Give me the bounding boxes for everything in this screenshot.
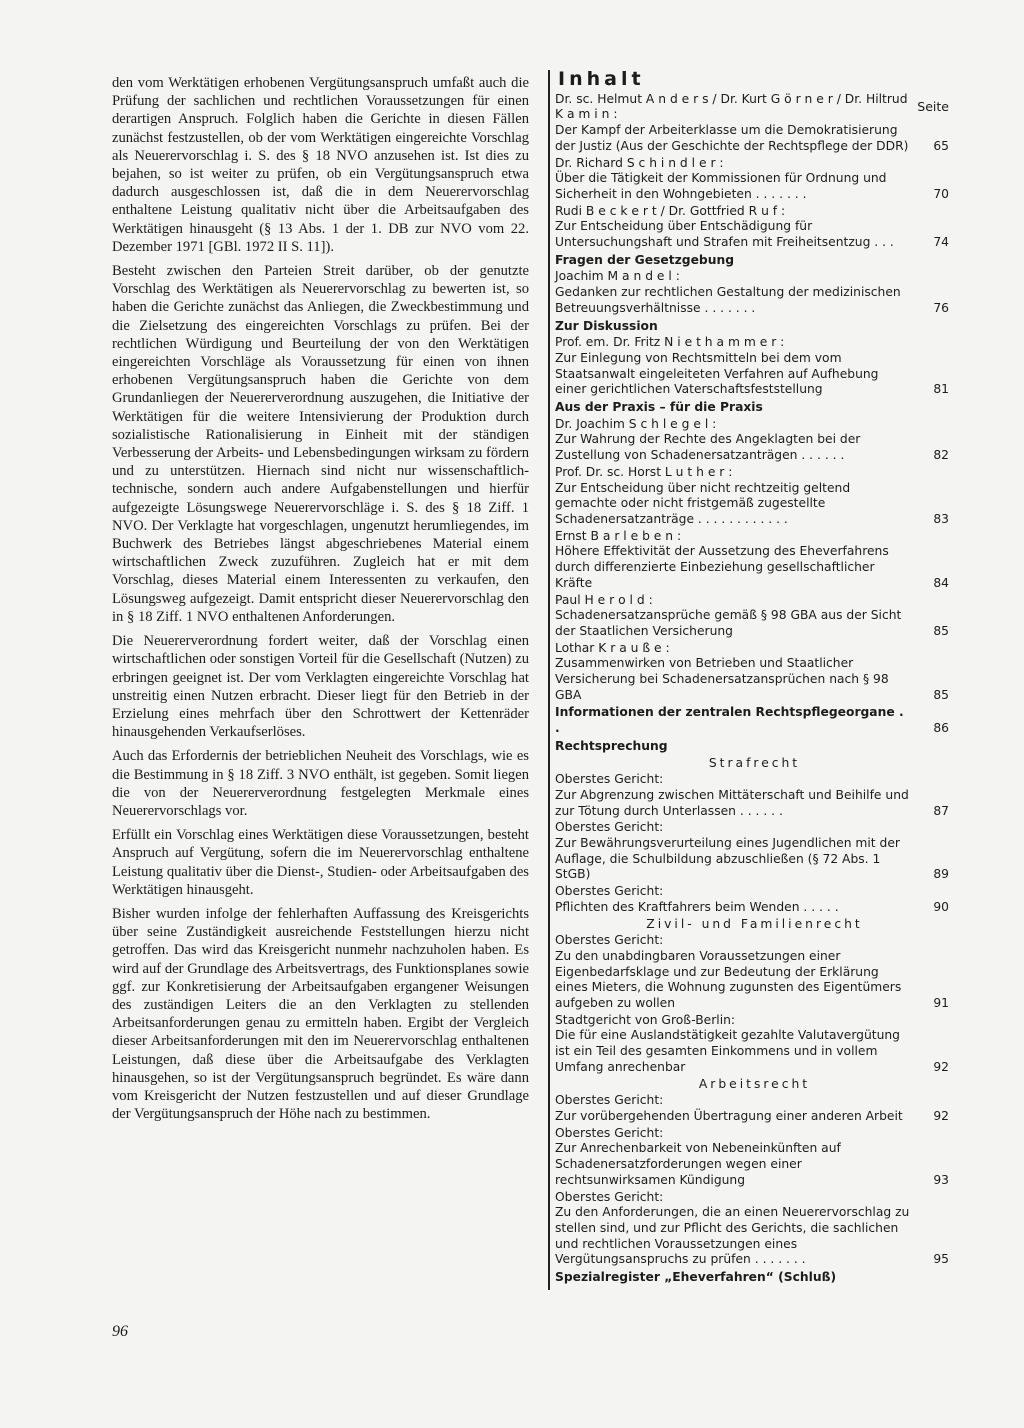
toc-author: Dr. Richard S c h i n d l e r :: [555, 155, 724, 170]
toc-entry: [555, 1126, 954, 1189]
toc-entry: [555, 772, 954, 819]
toc-entry: [555, 204, 954, 251]
toc-page-number: 83: [933, 511, 949, 526]
toc-section-heading: Fragen der Gesetzgebung: [555, 252, 735, 267]
table-of-contents: [548, 70, 954, 1290]
paragraph: Auch das Erfordernis der betrieblichen Neuheit des Vorschlags, wie es die Bestimmung in § 18 Ziff. 3 NVO enthält, ist gegeben. Somit liegen die von der Neuererverordnung festgelegten Merkmale eines Neuerervorschlags vor.: [112, 748, 529, 819]
toc-entry: [555, 593, 954, 640]
toc-author: Ernst B a r l e b e n :: [555, 528, 682, 543]
toc-page-number: 84: [933, 575, 949, 590]
toc-page-number: 90: [933, 899, 949, 914]
toc-entry-title: Der Kampf der Arbeiterklasse um die Demokratisierung der Justiz (Aus der Geschichte der Rechtspflege der DDR): [555, 123, 909, 153]
toc-page-number: 89: [933, 867, 949, 882]
paragraph: Erfüllt ein Vorschlag eines Werktätigen diese Voraussetzungen, besteht Anspruch auf Vergütung, sofern die im Neuerervorschlag enthaltene Leistung qualitativ über die Dienst-, Studien- oder Arbeitsaufgaben des Werktätigen hinausgeht.: [112, 827, 529, 898]
toc-page-number: 85: [933, 687, 949, 702]
toc-court: Stadtgericht von Groß-Berlin:: [555, 1012, 736, 1027]
page-number: 96: [112, 1323, 128, 1340]
toc-page-number: 95: [933, 1252, 949, 1267]
toc-entry-title: Zur Bewährungsverurteilung eines Jugendlichen mit der Auflage, die Schulbildung abzuschließen (§ 72 Abs. 1 StGB): [555, 836, 900, 882]
toc-page-number: 81: [933, 382, 949, 397]
toc-page-number: 82: [933, 448, 949, 463]
paragraph: den vom Werktätigen erhobenen Vergütungsanspruch umfaßt auch die Prüfung der sachlichen und rechtlichen Voraussetzungen für einen derartigen Anspruch. Folglich haben die Gerichte in diesen Fällen zunächst festzustellen, ob der vom Werktätigen eingereichte Vorschlag als Neuerervorschlag i. S. des § 18 NVO anzusehen ist. Ist dies zu bejahen, so ist weiter zu prüfen, ob ein Vergütungsanspruch etwa dadurch ausgeschlossen ist, daß die in dem Neuerervorschlag enthaltene Leistung qualitativ nicht über die Arbeitsaufgaben des Werktätigen hinausgeht (§ 13 Abs. 1 der 1. DB zur NVO vom 22. Dezember 1971 [GBl. 1972 II S. 11]).: [112, 75, 529, 255]
toc-author: Joachim M a n d e l :: [555, 269, 680, 284]
toc-entry-title: Die für eine Auslandstätigkeit gezahlte Valutavergütung ist ein Teil des gesamten Einkommens und in vollem Umfang anrechenbar: [555, 1028, 900, 1074]
toc-entry: [555, 705, 954, 736]
toc-page-number: 65: [933, 138, 949, 153]
toc-entry-title: Zur Abgrenzung zwischen Mittäterschaft und Beihilfe und zur Tötung durch Unterlassen . . . . . .: [555, 787, 909, 818]
toc-page-number: 74: [933, 235, 949, 250]
toc-entry: [555, 465, 954, 528]
toc-section-heading: Informationen der zentralen Rechtspflegeorgane . .: [555, 705, 904, 736]
toc-page-number: 76: [933, 300, 949, 315]
toc-author: Prof. Dr. sc. Horst L u t h e r :: [555, 464, 733, 479]
toc-entry-title: Zur Wahrung der Rechte des Angeklagten bei der Zustellung von Schadenersatzanträgen . . . . . .: [555, 432, 861, 463]
toc-page-number: 86: [933, 721, 949, 736]
toc-author: Lothar K r a u ß e :: [555, 640, 670, 655]
toc-page-number: 85: [933, 623, 949, 638]
toc-entry-title: Zu den Anforderungen, die an einen Neuerervorschlag zu stellen sind, und zur Pflicht des Gerichts, die sachlichen und rechtlichen Voraussetzungen eines Vergütungsanspruchs zu prüfen . . . . . . .: [555, 1205, 910, 1267]
toc-court: Oberstes Gericht:: [555, 820, 664, 835]
toc-author: Prof. em. Dr. Fritz N i e t h a m m e r :: [555, 335, 785, 350]
toc-entry: [555, 884, 954, 915]
toc-entry: [555, 933, 954, 1012]
toc-section-heading: Rechtsprechung: [555, 738, 668, 753]
toc-entry: [555, 529, 954, 592]
toc-entry-title: Zur Entscheidung über Entschädigung für Untersuchungshaft und Strafen mit Freiheitsentzug . . .: [555, 219, 894, 250]
toc-entry-title: Zu den unabdingbaren Voraussetzungen einer Eigenbedarfsklage und zur Bedeutung der Erklärung eines Mieters, die Wohnung zugunsten des Eigentümers aufgeben zu wollen: [555, 948, 902, 1011]
toc-page-number: 92: [933, 1059, 949, 1074]
toc-section-heading: Zur Diskussion: [555, 318, 658, 333]
toc-entry: [555, 1093, 954, 1124]
toc-author: Dr. sc. Helmut A n d e r s / Dr. Kurt G ö r n e r / Dr. Hiltrud K a m i n :: [555, 91, 908, 122]
toc-author: Paul H e r o l d :: [555, 592, 653, 607]
toc-entry: [555, 641, 954, 704]
toc-entry: [555, 1013, 954, 1076]
toc-entry: [555, 417, 954, 464]
toc-entry: [555, 156, 954, 203]
toc-page-number: 91: [933, 996, 949, 1011]
toc-page-number: 87: [933, 803, 949, 818]
seite-label: Seite: [917, 99, 949, 114]
toc-page-number: 93: [933, 1172, 949, 1187]
toc-page-number: 70: [933, 186, 949, 201]
toc-entry-title: Zur vorübergehenden Übertragung einer anderen Arbeit: [555, 1109, 903, 1123]
toc-court: Oberstes Gericht:: [555, 1189, 664, 1204]
toc-entry-title: Höhere Effektivität der Aussetzung des Eheverfahrens durch differenzierte Einbeziehung gesellschaftlicher Kräfte: [555, 544, 889, 590]
toc-court: Oberstes Gericht:: [555, 1093, 664, 1108]
article-body: [112, 74, 529, 1129]
toc-section-heading: Aus der Praxis – für die Praxis: [555, 400, 763, 415]
toc-entry: [555, 92, 954, 155]
toc-section-heading: Spezialregister „Eheverfahren“ (Schluß): [555, 1270, 837, 1285]
toc-subsection-heading: Arbeitsrecht: [698, 1076, 811, 1091]
toc-entry-title: Schadenersatzansprüche gemäß § 98 GBA aus der Sicht der Staatlichen Versicherung: [555, 608, 902, 638]
toc-page-number: 92: [933, 1109, 949, 1123]
toc-subsection-heading: Zivil- und Familienrecht: [646, 916, 863, 931]
toc-entry: [555, 335, 954, 398]
toc-entry-title: Über die Tätigkeit der Kommissionen für Ordnung und Sicherheit in den Wohngebieten . . . . . . .: [555, 171, 887, 201]
toc-entry: [555, 1190, 954, 1269]
toc-entry: [555, 820, 954, 883]
paragraph: Die Neuererverordnung fordert weiter, daß der Vorschlag einen wirtschaftlichen oder sonstigen Vorteil für die Gesellschaft (Nutzen) zu erbringen geeignet ist. Der vom Verklagten eingereichte Vorschlag hat unstreitig einen Nutzen erbracht. Dieser liegt für den Betrieb in der Erzielung eines mehrfach über den Schrottwert der Kettenräder hinausgehenden Verkaufserlöses.: [112, 633, 529, 741]
toc-entry-title: Zusammenwirken von Betrieben und Staatlicher Versicherung bei Schadenersatzansprüchen nach § 98 GBA: [555, 656, 889, 702]
toc-entry-title: Pflichten des Kraftfahrers beim Wenden . . . . .: [555, 899, 839, 914]
toc-court: Oberstes Gericht:: [555, 933, 664, 948]
paragraph: Besteht zwischen den Parteien Streit darüber, ob der genutzte Vorschlag des Werktätigen als Neuerervorschlag zu bewerten ist, so haben die Gerichte zunächst das Anliegen, die Zweckbestimmung und die Zielsetzung des eingereichten Vorschlags zu prüfen. Bei der rechtlichen Würdigung und Beurteilung der von den Werktätigen eingereichten Vorschläge als Voraussetzung für einen von ihnen erhobenen Vergütungsanspruch haben die Gerichte von dem Grundanliegen der Neuererverordnung auszugehen, die Initiative der Werktätigen für die weitere Intensivierung der Produktion durch sozialistische Rationalisierung in Einheit mit der ständigen Verbesserung der Arbeits- und Lebensbedingungen wirksam zu fördern und zu unterstützen. Hiernach sind nicht nur wissenschaftlich-technische, sondern auch andere Aufgabenstellungen und hierfür aufgezeigte Lösungswege Neuerervorschläge i. S. des § 18 Ziff. 1 NVO. Der Verklagte hat vorgeschlagen, ungenutzt herumliegendes, im Buchwerk des Betriebes längst abgeschriebenes Material einem wirtschaftlichen Zweck zuzuführen. Zugleich hat er mit dem Vorschlag, dieses Material einem Interessenten zu verkaufen, den Lösungsweg aufgezeigt. Damit entspricht dieser Neuerervorschlag den in § 18 Ziff. 1 NVO enthaltenen Anforderungen.: [112, 263, 529, 625]
toc-entry-title: Zur Entscheidung über nicht rechtzeitig geltend gemachte oder nicht fristgemäß zugestellte Schadenersatzanträge . . . . . . . . . . . .: [555, 480, 851, 526]
toc-court: Oberstes Gericht:: [555, 884, 664, 899]
toc-subsection-heading: Strafrecht: [708, 755, 801, 770]
toc-entry: [555, 269, 954, 316]
toc-author: Dr. Joachim S c h l e g e l :: [555, 416, 717, 431]
toc-author: Rudi B e c k e r t / Dr. Gottfried R u f :: [555, 203, 786, 218]
toc-entry-title: Zur Einlegung von Rechtsmitteln bei dem vom Staatsanwalt eingeleiteten Verfahren auf Aufhebung einer gerichtlichen Vaterschaftsfeststellung: [555, 350, 879, 397]
paragraph: Bisher wurden infolge der fehlerhaften Auffassung des Kreisgerichts über seine Zuständigkeit ausreichende Feststellungen hierzu nicht getroffen. Das wird das Kreisgericht nunmehr nachzuholen haben. Es wird auf der Grundlage des Arbeitsvertrags, des Funktionsplanes sowie ggf. zur Konkretisierung der Arbeitsaufgaben ergangener Weisungen des zuständigen Leiters die an den Verklagten zu stellenden Arbeitsanforderungen genau zu ermitteln haben. Ergibt der Vergleich dieser Arbeitsanforderungen mit den im Neuerervorschlag enthaltenen Leistungen, daß diese über die Arbeitsaufgabe des Verklagten hinausgehen, so ist der Vergütungsanspruch begründet. Es wäre dann vom Kreisgericht der Nutzen festzustellen und auf dieser Grundlage der Vergütungsanspruch der Höhe nach zu bestimmen.: [112, 905, 529, 1123]
toc-court: Oberstes Gericht:: [555, 772, 664, 787]
toc-title: Inhalt: [558, 68, 645, 90]
toc-entry-title: Gedanken zur rechtlichen Gestaltung der medizinischen Betreuungsverhältnisse . . . . . . .: [555, 285, 901, 315]
toc-entry-title: Zur Anrechenbarkeit von Nebeneinkünften auf Schadenersatzforderungen wegen einer rechtsunwirksamen Kündigung: [555, 1141, 841, 1187]
toc-court: Oberstes Gericht:: [555, 1125, 664, 1140]
